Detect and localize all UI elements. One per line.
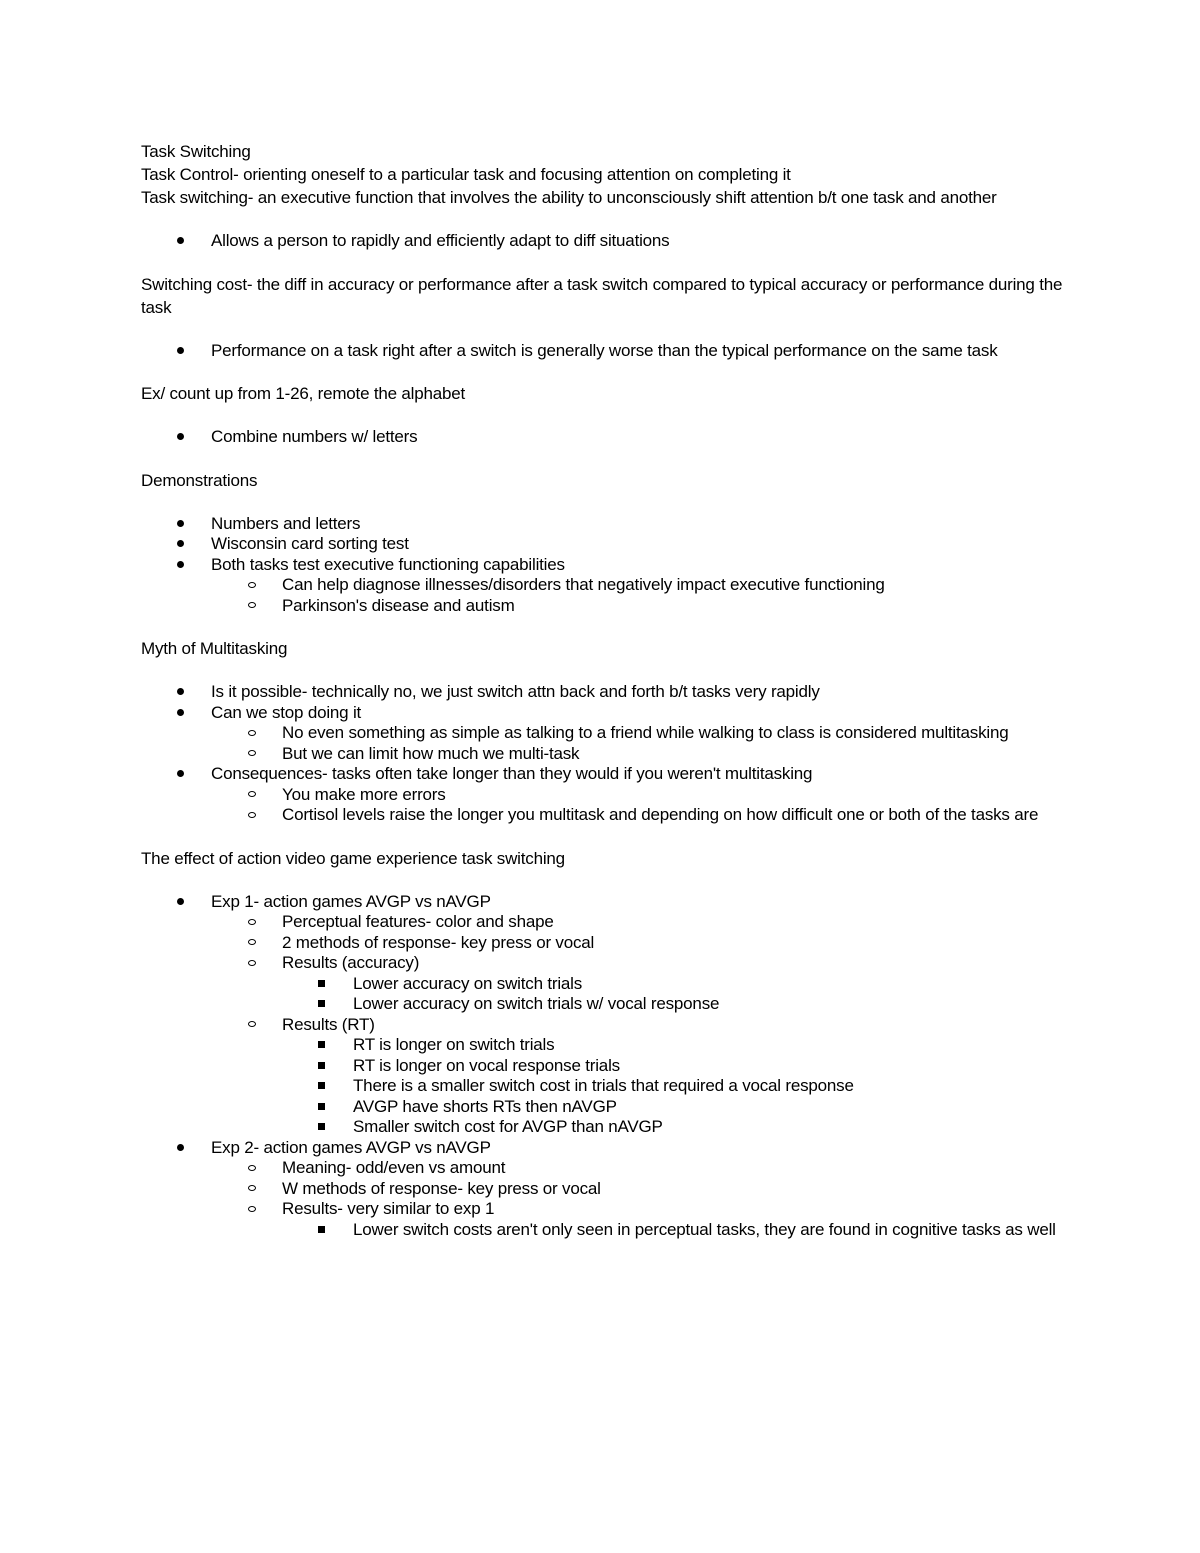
bullet-dot-icon bbox=[177, 514, 184, 535]
bullet-circle-icon bbox=[248, 785, 256, 806]
bullet-circle-icon bbox=[248, 953, 256, 974]
bullet-square-icon bbox=[318, 1056, 325, 1077]
bullet-list bbox=[141, 682, 1071, 826]
bullet-list bbox=[141, 514, 1071, 617]
bullet-list bbox=[141, 427, 1071, 448]
bullet-dot-icon bbox=[177, 1138, 184, 1159]
list-item: Results (RT) bbox=[141, 1015, 1071, 1036]
list-item: Results (accuracy) bbox=[141, 953, 1071, 974]
bullet-circle-icon bbox=[248, 596, 256, 617]
list-item: Performance on a task right after a switch is generally worse than the typical performance on the same task bbox=[141, 341, 1071, 362]
list-item: But we can limit how much we multi-task bbox=[141, 744, 1071, 765]
bullet-square-icon bbox=[318, 1097, 325, 1118]
bullet-square-icon bbox=[318, 1220, 325, 1241]
list-item: Can help diagnose illnesses/disorders that negatively impact executive functioning bbox=[141, 575, 1071, 596]
section-heading-demonstrations: Demonstrations bbox=[141, 470, 258, 490]
list-item: Cortisol levels raise the longer you multitask and depending on how difficult one or both of the tasks are bbox=[141, 805, 1071, 826]
list-item: Wisconsin card sorting test bbox=[141, 534, 1071, 555]
bullet-dot-icon bbox=[177, 341, 184, 362]
bullet-square-icon bbox=[318, 974, 325, 995]
bullet-dot-icon bbox=[177, 892, 184, 913]
bullet-circle-icon bbox=[248, 1015, 256, 1036]
list-item: Lower switch costs aren't only seen in perceptual tasks, they are found in cognitive tasks as well bbox=[141, 1220, 1071, 1241]
bullet-dot-icon bbox=[177, 231, 184, 252]
task-switching-definition: Task switching- an executive function that involves the ability to unconsciously shift attention b/t one task and another bbox=[141, 188, 997, 207]
list-item: Exp 2- action games AVGP vs nAVGP bbox=[141, 1138, 1071, 1159]
bullet-circle-icon bbox=[248, 723, 256, 744]
example-line: Ex/ count up from 1-26, remote the alphabet bbox=[141, 384, 466, 403]
list-item: RT is longer on switch trials bbox=[141, 1035, 1071, 1056]
list-item: W methods of response- key press or vocal bbox=[141, 1179, 1071, 1200]
bullet-square-icon bbox=[318, 1076, 325, 1097]
list-item: 2 methods of response- key press or vocal bbox=[141, 933, 1071, 954]
list-item: Lower accuracy on switch trials w/ vocal response bbox=[141, 994, 1071, 1015]
list-item: Combine numbers w/ letters bbox=[141, 427, 1071, 448]
bullet-dot-icon bbox=[177, 764, 184, 785]
list-item: Results- very similar to exp 1 bbox=[141, 1199, 1071, 1220]
bullet-list bbox=[141, 231, 1071, 252]
bullet-dot-icon bbox=[177, 555, 184, 576]
bullet-circle-icon bbox=[248, 912, 256, 933]
bullet-square-icon bbox=[318, 994, 325, 1015]
switching-cost-definition: Switching cost- the diff in accuracy or performance after a task switch compared to typical accuracy or performance during the task bbox=[141, 274, 1067, 317]
bullet-circle-icon bbox=[248, 1179, 256, 1200]
bullet-circle-icon bbox=[248, 805, 256, 826]
section-heading-effect: The effect of action video game experience task switching bbox=[141, 848, 565, 868]
bullet-circle-icon bbox=[248, 575, 256, 596]
list-item: RT is longer on vocal response trials bbox=[141, 1056, 1071, 1077]
task-control-definition: Task Control- orienting oneself to a particular task and focusing attention on completing it bbox=[141, 165, 791, 184]
list-item: Allows a person to rapidly and efficiently adapt to diff situations bbox=[141, 231, 1071, 252]
list-item: Meaning- odd/even vs amount bbox=[141, 1158, 1071, 1179]
bullet-circle-icon bbox=[248, 744, 256, 765]
list-item: Is it possible- technically no, we just switch attn back and forth b/t tasks very rapidly bbox=[141, 682, 1071, 703]
list-item: Consequences- tasks often take longer than they would if you weren't multitasking bbox=[141, 764, 1071, 785]
list-item: Numbers and letters bbox=[141, 514, 1071, 535]
bullet-dot-icon bbox=[177, 427, 184, 448]
list-item: Can we stop doing it bbox=[141, 703, 1071, 724]
bullet-square-icon bbox=[318, 1035, 325, 1056]
bullet-dot-icon bbox=[177, 534, 184, 555]
bullet-circle-icon bbox=[248, 1158, 256, 1179]
document-title: Task Switching bbox=[141, 142, 251, 161]
list-item: Exp 1- action games AVGP vs nAVGP bbox=[141, 892, 1071, 913]
document-page bbox=[141, 140, 1071, 1240]
list-item: Lower accuracy on switch trials bbox=[141, 974, 1071, 995]
list-item: No even something as simple as talking to a friend while walking to class is considered multitasking bbox=[141, 723, 1071, 744]
bullet-list bbox=[141, 892, 1071, 1241]
bullet-square-icon bbox=[318, 1117, 325, 1138]
list-item: You make more errors bbox=[141, 785, 1071, 806]
bullet-list bbox=[141, 341, 1071, 362]
bullet-dot-icon bbox=[177, 703, 184, 724]
list-item: Smaller switch cost for AVGP than nAVGP bbox=[141, 1117, 1071, 1138]
list-item: Perceptual features- color and shape bbox=[141, 912, 1071, 933]
bullet-circle-icon bbox=[248, 933, 256, 954]
bullet-circle-icon bbox=[248, 1199, 256, 1220]
list-item: Both tasks test executive functioning capabilities bbox=[141, 555, 1071, 576]
bullet-dot-icon bbox=[177, 682, 184, 703]
list-item: There is a smaller switch cost in trials that required a vocal response bbox=[141, 1076, 1071, 1097]
list-item: AVGP have shorts RTs then nAVGP bbox=[141, 1097, 1071, 1118]
list-item: Parkinson's disease and autism bbox=[141, 596, 1071, 617]
section-heading-myth: Myth of Multitasking bbox=[141, 639, 288, 658]
